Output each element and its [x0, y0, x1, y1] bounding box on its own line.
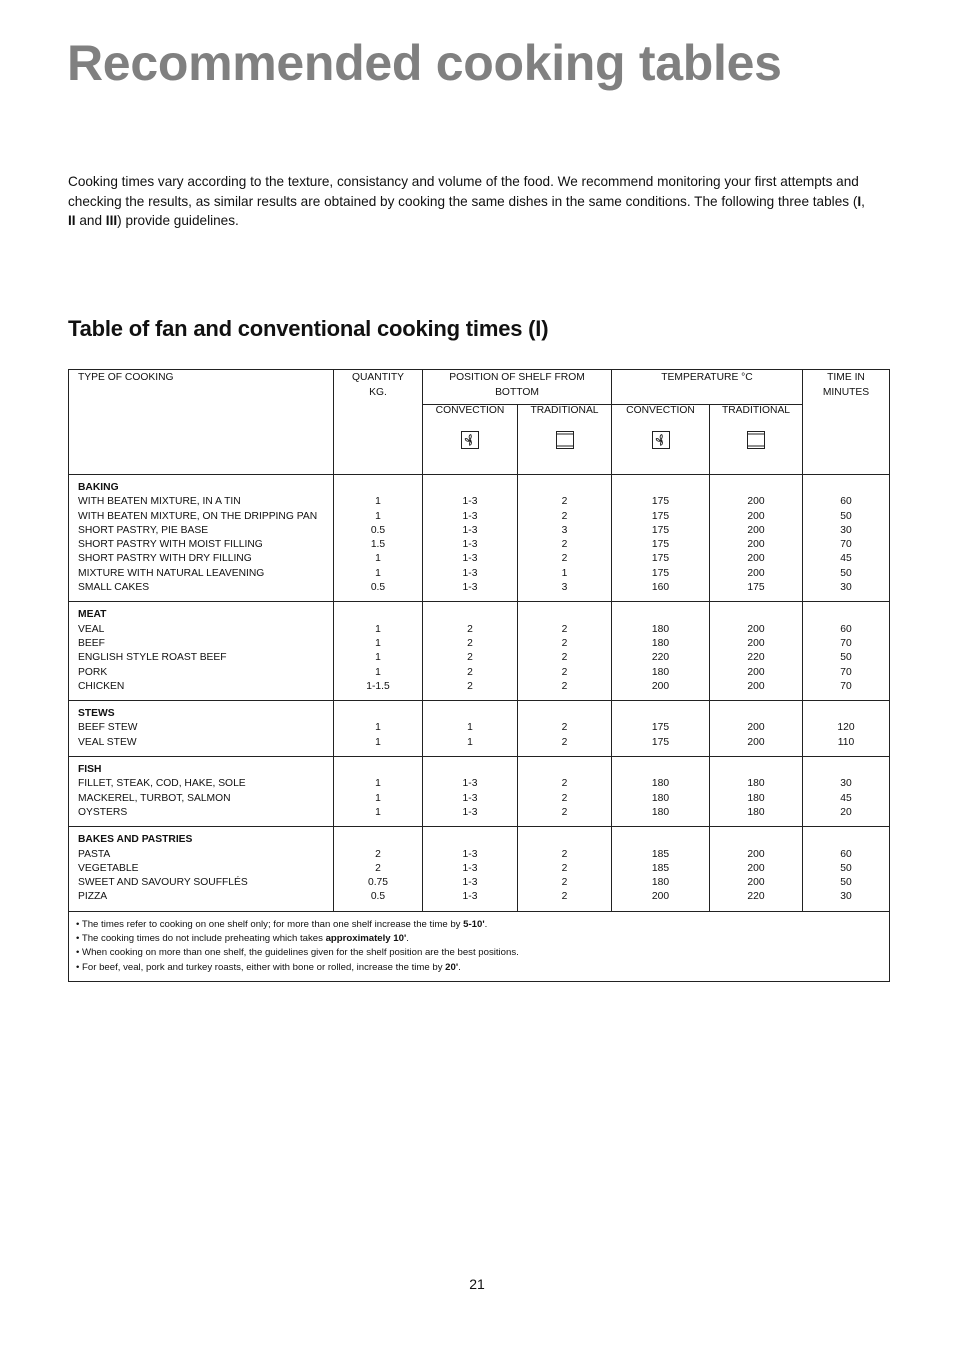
category-spacer — [612, 608, 709, 622]
food-value: VEAL STEW — [78, 736, 137, 748]
shelf-convection-cell — [423, 827, 518, 911]
category-spacer — [612, 481, 709, 495]
shelf-convection-value: 2 — [467, 680, 473, 692]
category-spacer — [423, 608, 517, 622]
temp-traditional-value: 180 — [747, 778, 765, 790]
note-text: • The cooking times do not include preheating which takes — [76, 933, 326, 945]
quantity-value: 1 — [375, 637, 381, 649]
food-value: SHORT PASTRY WITH MOIST FILLING — [78, 539, 263, 551]
time-value: 30 — [840, 524, 852, 536]
quantity-value: 1 — [375, 496, 381, 508]
quantity-value: 2 — [375, 848, 381, 860]
food-value: MIXTURE WITH NATURAL LEAVENING — [78, 567, 265, 579]
food-value: PIZZA — [78, 891, 108, 903]
temp-traditional-cell — [710, 827, 803, 911]
time-cell — [803, 475, 890, 602]
note-line — [76, 961, 889, 975]
subcol-temp-convection — [612, 405, 710, 475]
shelf-traditional-value: 2 — [561, 736, 568, 748]
category-spacer — [710, 608, 802, 622]
category-spacer — [803, 763, 889, 777]
shelf-traditional-value: 2 — [561, 553, 568, 565]
time-value: 45 — [840, 792, 852, 804]
temp-convection-cell — [612, 475, 710, 602]
temp-traditional-cell — [710, 701, 803, 757]
category-spacer — [518, 707, 611, 721]
quantity-value: 1 — [375, 736, 381, 748]
subcol-shelf-convection — [423, 405, 518, 475]
note-text: • When cooking on more than one shelf, the guidelines given for the shelf position are the best positions. — [76, 947, 519, 959]
page-title: Recommended cooking tables — [67, 35, 782, 91]
time-value: 50 — [840, 510, 852, 522]
category-spacer — [423, 763, 517, 777]
temp-traditional-value: 200 — [747, 510, 765, 522]
temp-convection-value: 175 — [651, 553, 670, 565]
category-spacer — [518, 833, 611, 847]
category-spacer — [803, 833, 889, 847]
shelf-traditional-value: 3 — [561, 524, 568, 536]
temp-traditional-value: 200 — [747, 722, 765, 734]
quantity-value: 1 — [375, 623, 381, 635]
quantity-value: 1 — [375, 722, 381, 734]
shelf-traditional-value: 2 — [561, 806, 568, 818]
temp-traditional-value: 200 — [747, 862, 765, 874]
category-label: BAKING — [78, 482, 119, 493]
shelf-traditional-cell — [518, 757, 612, 827]
shelf-convection-cell — [423, 475, 518, 602]
time-value: 120 — [837, 722, 855, 734]
quantity-value: 2 — [375, 862, 381, 874]
shelf-traditional-value: 2 — [561, 496, 568, 508]
time-value: 30 — [840, 778, 852, 790]
shelf-convection-value: 1 — [467, 722, 473, 734]
quantity-value: 1 — [375, 792, 381, 804]
time-value: 50 — [840, 567, 852, 579]
category-spacer — [710, 481, 802, 495]
intro-text: ) provide guidelines. — [117, 213, 239, 228]
temp-traditional-cell — [710, 757, 803, 827]
temp-traditional-value: 200 — [747, 553, 765, 565]
time-value: 30 — [840, 582, 852, 594]
table-section — [69, 827, 890, 911]
table-section — [69, 757, 890, 827]
shelf-convection-value: 1-3 — [462, 496, 478, 508]
temp-convection-value: 175 — [651, 722, 670, 734]
page-number: 21 — [469, 1276, 485, 1292]
shelf-convection-value: 1-3 — [462, 877, 478, 889]
temp-traditional-value: 220 — [747, 891, 765, 903]
shelf-traditional-value: 2 — [561, 652, 568, 664]
col-shelf-position: POSITION OF SHELF FROM BOTTOM — [423, 370, 612, 405]
temp-traditional-value: 200 — [747, 666, 765, 678]
table-section — [69, 602, 890, 701]
category-spacer — [334, 833, 422, 847]
shelf-traditional-value: 2 — [561, 862, 568, 874]
shelf-traditional-cell — [518, 602, 612, 701]
category-spacer — [518, 608, 611, 622]
temp-convection-value: 175 — [651, 539, 670, 551]
quantity-cell — [334, 475, 423, 602]
shelf-traditional-value: 1 — [561, 567, 568, 579]
shelf-traditional-value: 2 — [561, 877, 568, 889]
shelf-convection-value: 1-3 — [462, 524, 478, 536]
temp-traditional-value: 180 — [747, 806, 765, 818]
temp-convection-value: 175 — [651, 496, 670, 508]
food-cell — [69, 827, 334, 911]
shelf-traditional-value: 2 — [561, 792, 568, 804]
temp-traditional-value: 200 — [747, 848, 765, 860]
intro-table-ref: III — [105, 213, 118, 228]
time-value: 50 — [840, 652, 852, 664]
food-value: WITH BEATEN MIXTURE, IN A TIN — [78, 496, 241, 508]
food-value: BEEF — [78, 637, 105, 649]
time-value: 70 — [840, 666, 852, 678]
category-spacer — [710, 833, 802, 847]
note-text: . — [458, 961, 461, 973]
quantity-cell — [334, 757, 423, 827]
category-spacer — [423, 707, 517, 721]
category-spacer — [803, 707, 889, 721]
shelf-convection-cell — [423, 701, 518, 757]
category-label: MEAT — [78, 609, 107, 621]
food-value: SHORT PASTRY, PIE BASE — [78, 524, 209, 536]
shelf-traditional-value: 2 — [561, 666, 568, 678]
time-value: 50 — [840, 862, 852, 874]
time-value: 60 — [840, 623, 852, 635]
temp-traditional-cell — [710, 602, 803, 701]
note-line — [76, 932, 889, 946]
quantity-value: 0.5 — [370, 582, 386, 594]
subcol-shelf-traditional — [518, 405, 612, 475]
col-quantity: QUANTITY KG. — [334, 370, 423, 475]
time-cell — [803, 827, 890, 911]
temp-convection-value: 175 — [651, 510, 670, 522]
note-emphasis: approximately 10' — [325, 933, 407, 945]
note-text: • For beef, veal, pork and turkey roasts, either with bone or rolled, increase the time by — [76, 961, 446, 973]
temp-convection-value: 180 — [651, 666, 670, 678]
quantity-value: 1-1.5 — [366, 680, 390, 692]
temp-traditional-value: 180 — [747, 792, 765, 804]
subcol-temp-traditional — [710, 405, 803, 475]
time-cell — [803, 701, 890, 757]
temp-convection-cell — [612, 827, 710, 911]
category-spacer — [334, 481, 422, 495]
time-cell — [803, 602, 890, 701]
food-value: OYSTERS — [78, 806, 128, 818]
note-line — [76, 946, 889, 960]
time-value: 45 — [840, 553, 852, 565]
subcol-label: CONVECTION — [626, 405, 695, 416]
time-value: 110 — [837, 736, 855, 748]
food-cell — [69, 757, 334, 827]
temp-convection-value: 175 — [651, 567, 670, 579]
quantity-value: 1.5 — [370, 539, 386, 551]
food-value: SWEET AND SAVOURY SOUFFLÉS — [78, 877, 248, 889]
shelf-convection-value: 1-3 — [462, 891, 478, 903]
category-spacer — [334, 763, 422, 777]
temp-traditional-value: 175 — [747, 582, 765, 594]
shelf-traditional-value: 2 — [561, 539, 568, 551]
temp-convection-value: 175 — [651, 736, 670, 748]
category-spacer — [710, 707, 802, 721]
shelf-traditional-value: 2 — [561, 623, 568, 635]
food-value: PORK — [78, 666, 108, 678]
note-text: • The times refer to cooking on one shelf only; for more than one shelf increase the time by — [76, 918, 464, 930]
temp-traditional-value: 200 — [747, 567, 765, 579]
time-value: 60 — [840, 848, 852, 860]
shelf-convection-value: 1-3 — [462, 848, 478, 860]
note-emphasis: 20' — [445, 961, 459, 973]
subcol-label: TRADITIONAL — [721, 405, 791, 416]
shelf-traditional-cell — [518, 827, 612, 911]
note-emphasis: 5-10' — [463, 918, 485, 930]
category-spacer — [612, 763, 709, 777]
shelf-convection-value: 1-3 — [462, 510, 478, 522]
intro-table-ref: II — [68, 213, 76, 228]
shelf-convection-value: 2 — [467, 652, 473, 664]
shelf-convection-value: 1-3 — [462, 539, 478, 551]
temp-traditional-value: 200 — [747, 623, 765, 635]
quantity-value: 1 — [375, 806, 381, 818]
temp-convection-value: 180 — [651, 792, 670, 804]
temp-traditional-value: 200 — [747, 736, 765, 748]
col-time: TIME IN MINUTES — [803, 370, 890, 475]
shelf-traditional-cell — [518, 701, 612, 757]
food-value: SHORT PASTRY WITH DRY FILLING — [78, 553, 252, 565]
temp-convection-value: 180 — [651, 778, 670, 790]
quantity-cell — [334, 602, 423, 701]
category-spacer — [423, 481, 517, 495]
note-text: . — [406, 933, 409, 945]
temp-convection-value: 180 — [651, 637, 670, 649]
category-label: STEWS — [78, 708, 115, 720]
temp-convection-value: 180 — [651, 623, 670, 635]
temp-traditional-value: 200 — [747, 680, 765, 692]
category-spacer — [518, 763, 611, 777]
table-section — [69, 701, 890, 757]
category-spacer — [612, 833, 709, 847]
shelf-convection-value: 2 — [467, 623, 473, 635]
quantity-cell — [334, 701, 423, 757]
table-section — [69, 475, 890, 602]
food-value: PASTA — [78, 848, 111, 860]
category-spacer — [710, 763, 802, 777]
food-cell — [69, 701, 334, 757]
intro-text: , — [861, 193, 865, 209]
time-value: 70 — [840, 680, 852, 692]
temp-traditional-value: 220 — [747, 652, 765, 664]
category-spacer — [334, 707, 422, 721]
shelf-convection-value: 2 — [467, 637, 473, 649]
food-value: SMALL CAKES — [78, 582, 150, 594]
food-value: CHICKEN — [78, 680, 125, 692]
temp-traditional-value: 200 — [747, 539, 765, 551]
food-value: FILLET, STEAK, COD, HAKE, SOLE — [78, 778, 246, 790]
temp-convection-value: 220 — [651, 652, 670, 664]
shelf-traditional-value: 2 — [561, 722, 568, 734]
quantity-value: 1 — [375, 666, 381, 678]
time-value: 50 — [840, 877, 852, 889]
time-value: 60 — [840, 496, 852, 508]
temp-convection-cell — [612, 757, 710, 827]
food-value: ENGLISH STYLE ROAST BEEF — [78, 652, 227, 664]
time-value: 30 — [840, 891, 852, 903]
quantity-value: 1 — [375, 778, 381, 790]
temp-convection-value: 180 — [651, 877, 670, 889]
notes-cell — [69, 911, 890, 981]
shelf-traditional-value: 2 — [561, 637, 568, 649]
shelf-traditional-value: 2 — [561, 680, 568, 692]
quantity-value: 0.5 — [370, 524, 386, 536]
food-value: MACKEREL, TURBOT, SALMON — [78, 792, 231, 804]
table-body — [69, 475, 890, 912]
note-text: . — [484, 918, 488, 930]
food-value: VEGETABLE — [78, 862, 139, 874]
food-cell — [69, 475, 334, 602]
intro-paragraph — [68, 172, 868, 231]
table-heading: Table of fan and conventional cooking times (I) — [68, 316, 549, 341]
intro-text: Cooking times vary according to the texture, consistancy and volume of the food. We recommend monitoring your first attempts and checking the results, as similar results are obtained by cooking the same dishes in the same conditions. The following three tables ( — [68, 174, 859, 209]
temp-convection-value: 160 — [651, 582, 670, 594]
temp-traditional-value: 200 — [747, 637, 765, 649]
temp-convection-value: 200 — [651, 891, 670, 903]
fan-oven-icon — [652, 431, 670, 449]
category-label: BAKES AND PASTRIES — [78, 834, 193, 846]
conventional-oven-icon — [747, 431, 765, 449]
col-type-of-cooking: TYPE OF COOKING — [69, 370, 334, 475]
shelf-traditional-value: 2 — [561, 848, 568, 860]
temp-traditional-value: 200 — [747, 496, 765, 508]
shelf-convection-value: 1-3 — [462, 862, 478, 874]
shelf-convection-value: 1-3 — [462, 778, 478, 790]
temp-convection-value: 185 — [651, 862, 670, 874]
time-value: 70 — [840, 637, 852, 649]
temp-convection-value: 180 — [651, 806, 670, 818]
shelf-convection-value: 1-3 — [462, 567, 478, 579]
temp-traditional-value: 200 — [747, 524, 765, 536]
subcol-label: CONVECTION — [435, 405, 505, 416]
shelf-convection-value: 1-3 — [462, 806, 478, 818]
time-value: 20 — [840, 806, 852, 818]
food-cell — [69, 602, 334, 701]
conventional-oven-icon — [556, 431, 574, 449]
temp-convection-value: 175 — [651, 524, 670, 536]
cooking-table — [68, 369, 890, 982]
shelf-convection-value: 2 — [467, 666, 473, 678]
fan-oven-icon — [461, 431, 479, 449]
notes-list — [69, 912, 889, 981]
shelf-convection-value: 1-3 — [462, 553, 478, 565]
food-value: BEEF STEW — [78, 722, 138, 734]
category-label: FISH — [78, 764, 102, 776]
temp-traditional-cell — [710, 475, 803, 602]
time-value: 70 — [840, 539, 852, 551]
subcol-label: TRADITIONAL — [530, 405, 599, 416]
temp-convection-cell — [612, 701, 710, 757]
category-spacer — [334, 608, 422, 622]
temp-traditional-value: 200 — [747, 877, 765, 889]
category-spacer — [803, 481, 889, 495]
quantity-value: 0.5 — [370, 891, 386, 903]
quantity-value: 0.75 — [367, 877, 389, 889]
shelf-traditional-cell — [518, 475, 612, 602]
category-spacer — [803, 608, 889, 622]
note-line — [76, 918, 889, 932]
shelf-traditional-value: 2 — [561, 778, 568, 790]
food-value: VEAL — [78, 623, 105, 635]
intro-table-ref: I — [857, 193, 862, 209]
quantity-value: 1 — [375, 567, 381, 579]
shelf-traditional-value: 3 — [561, 582, 568, 594]
intro-text: and — [75, 213, 106, 228]
shelf-traditional-value: 2 — [561, 510, 568, 522]
quantity-value: 1 — [375, 553, 381, 565]
quantity-cell — [334, 827, 423, 911]
shelf-traditional-value: 2 — [561, 891, 568, 903]
category-spacer — [518, 481, 611, 495]
temp-convection-cell — [612, 602, 710, 701]
temp-convection-value: 185 — [651, 848, 670, 860]
shelf-convection-value: 1-3 — [462, 792, 478, 804]
quantity-value: 1 — [375, 510, 381, 522]
shelf-convection-cell — [423, 602, 518, 701]
food-value: WITH BEATEN MIXTURE, ON THE DRIPPING PAN — [78, 510, 318, 522]
category-spacer — [423, 833, 517, 847]
shelf-convection-value: 1-3 — [462, 582, 478, 594]
col-temperature: TEMPERATURE °C — [612, 370, 803, 405]
quantity-value: 1 — [375, 652, 381, 664]
category-spacer — [612, 707, 709, 721]
shelf-convection-cell — [423, 757, 518, 827]
time-cell — [803, 757, 890, 827]
shelf-convection-value: 1 — [467, 736, 473, 748]
temp-convection-value: 200 — [651, 680, 670, 692]
